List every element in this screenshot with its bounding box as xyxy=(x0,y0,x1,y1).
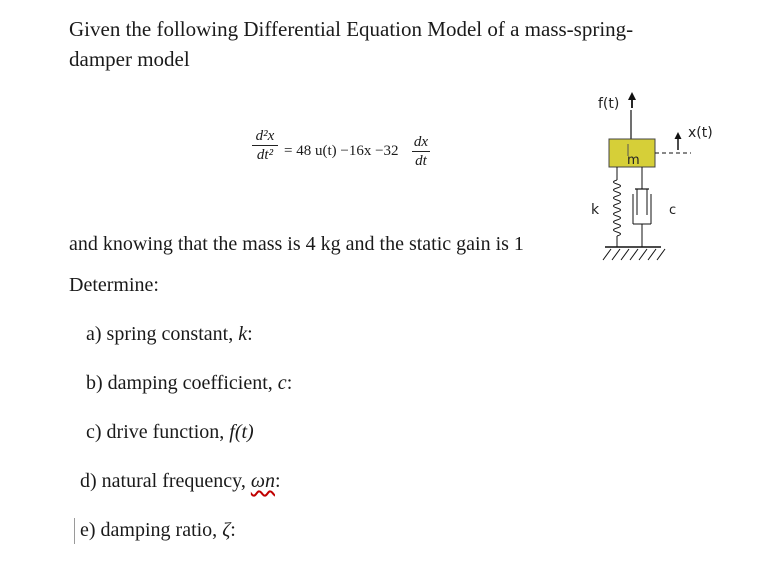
equation-rhs: = 48 u(t) −16x −32 xyxy=(284,143,399,159)
item-a-prefix: a) spring constant, xyxy=(86,323,239,345)
displacement-arrow-icon xyxy=(675,132,682,150)
second-derivative-fraction xyxy=(252,128,278,163)
item-b-var: c xyxy=(277,372,287,394)
second-derivative-numerator: d²x xyxy=(255,128,275,144)
text-cursor xyxy=(74,518,75,544)
first-derivative-denominator: dt xyxy=(415,153,427,169)
spring-label: k xyxy=(591,202,600,218)
second-derivative-denominator: dt² xyxy=(256,147,274,163)
item-a-suffix: : xyxy=(247,323,253,345)
damper-icon xyxy=(633,167,651,247)
item-e-prefix: e) damping ratio, xyxy=(80,519,223,541)
differential-equation xyxy=(252,128,452,188)
spring-icon xyxy=(614,167,621,247)
item-e-suffix: : xyxy=(230,519,236,541)
item-e-var: ζ xyxy=(222,519,231,541)
force-arrow-icon xyxy=(628,92,636,108)
item-drive-function xyxy=(86,421,254,444)
item-damping-ratio xyxy=(80,519,236,542)
determine-heading: Determine: xyxy=(69,274,159,296)
item-c-var: f(t) xyxy=(229,421,254,443)
ground-icon xyxy=(603,247,665,260)
first-derivative-fraction xyxy=(412,134,430,169)
item-b-suffix: : xyxy=(286,372,293,394)
item-natural-frequency xyxy=(80,470,281,493)
item-d-prefix: d) natural frequency, xyxy=(80,470,251,492)
damper-label: c xyxy=(669,203,677,218)
intro-text: Given the following Differential Equation Model of a mass-spring-damper model xyxy=(69,17,634,71)
item-d-var: ωn xyxy=(250,470,275,492)
item-d-suffix: : xyxy=(274,470,281,492)
item-b-prefix: b) damping coefficient, xyxy=(86,372,278,394)
first-derivative-numerator: dx xyxy=(413,134,429,150)
item-a-var: k xyxy=(238,323,248,345)
force-label: f(t) xyxy=(598,96,620,112)
item-damping-coefficient xyxy=(86,372,292,395)
mass-spring-damper-diagram xyxy=(585,92,745,267)
mass-label: m xyxy=(627,153,640,168)
item-c-prefix: c) drive function, xyxy=(86,421,230,443)
displacement-label: x(t) xyxy=(688,125,713,141)
knowing-text: and knowing that the mass is 4 kg and the static gain is 1 xyxy=(69,233,524,255)
item-spring-constant xyxy=(86,323,253,346)
